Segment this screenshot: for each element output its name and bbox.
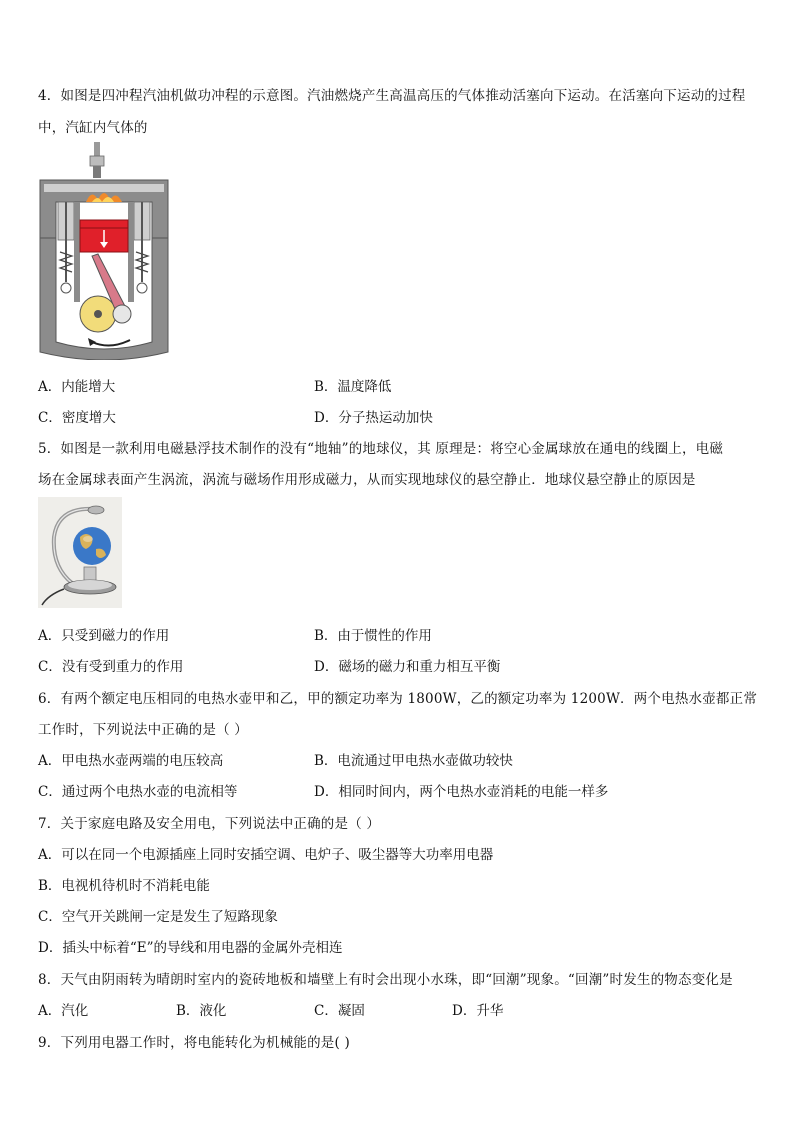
q5-option-b[interactable]: B．由于惯性的作用: [314, 628, 432, 644]
q4-option-c[interactable]: C．密度增大: [38, 410, 116, 426]
q7-option-c[interactable]: C．空气开关跳闸一定是发生了短路现象: [38, 909, 278, 925]
q8-option-b[interactable]: B．液化: [176, 1003, 227, 1019]
q7-option-a[interactable]: A．可以在同一个电源插座上同时安插空调、电炉子、吸尘器等大功率用电器: [38, 847, 494, 863]
q5-stem-line-2: 场在金属球表面产生涡流，涡流与磁场作用形成磁力，从而实现地球仪的悬空静止．地球仪悬空静止的原因是: [38, 472, 696, 488]
engine-diagram-icon: [36, 142, 172, 360]
q5-option-d[interactable]: D．磁场的磁力和重力相互平衡: [314, 659, 501, 675]
q4-option-a[interactable]: A．内能增大: [38, 379, 116, 395]
q7-option-b[interactable]: B．电视机待机时不消耗电能: [38, 878, 210, 894]
q6-option-b[interactable]: B．电流通过甲电热水壶做功较快: [314, 753, 513, 769]
q6-option-d[interactable]: D．相同时间内，两个电热水壶消耗的电能一样多: [314, 784, 609, 800]
q7-stem-line-1: 7．关于家庭电路及安全用电，下列说法中正确的是（ ）: [38, 816, 381, 832]
q6-stem-line-1: 6．有两个额定电压相同的电热水壶甲和乙，甲的额定功率为 1800W，乙的额定功率为 1200W．两个电热水壶都正常: [38, 691, 758, 707]
q8-option-c[interactable]: C．凝固: [314, 1003, 365, 1019]
q7-option-d[interactable]: D．插头中标着“E”的导线和用电器的金属外壳相连: [38, 940, 343, 956]
q5-option-c[interactable]: C．没有受到重力的作用: [38, 659, 184, 675]
q4-stem-line-2: 中，汽缸内气体的: [38, 120, 148, 136]
q6-option-a[interactable]: A．甲电热水壶两端的电压较高: [38, 753, 224, 769]
q8-stem-line-1: 8．天气由阴雨转为晴朗时室内的瓷砖地板和墙壁上有时会出现小水珠，即“回潮”现象。“回潮”时发生的物态变化是: [38, 972, 733, 988]
levitating-globe-photo-icon: [38, 497, 122, 608]
q4-option-b[interactable]: B．温度降低: [314, 379, 392, 395]
q8-option-a[interactable]: A．汽化: [38, 1003, 89, 1019]
q5-stem-line-1: 5．如图是一款利用电磁悬浮技术制作的没有“地轴”的地球仪，其 原理是：将空心金属球放在通电的线圈上，电磁: [38, 441, 724, 457]
q9-stem-line-1: 9．下列用电器工作时，将电能转化为机械能的是( ): [38, 1035, 350, 1051]
q6-stem-line-2: 工作时，下列说法中正确的是（ ）: [38, 722, 248, 738]
q5-option-a[interactable]: A．只受到磁力的作用: [38, 628, 170, 644]
q6-option-c[interactable]: C．通过两个电热水壶的电流相等: [38, 784, 238, 800]
q4-option-d[interactable]: D．分子热运动加快: [314, 410, 433, 426]
q8-option-d[interactable]: D．升华: [452, 1003, 504, 1019]
q4-stem-line-1: 4．如图是四冲程汽油机做功冲程的示意图。汽油燃烧产生高温高压的气体推动活塞向下运动。在活塞向下运动的过程: [38, 88, 746, 104]
